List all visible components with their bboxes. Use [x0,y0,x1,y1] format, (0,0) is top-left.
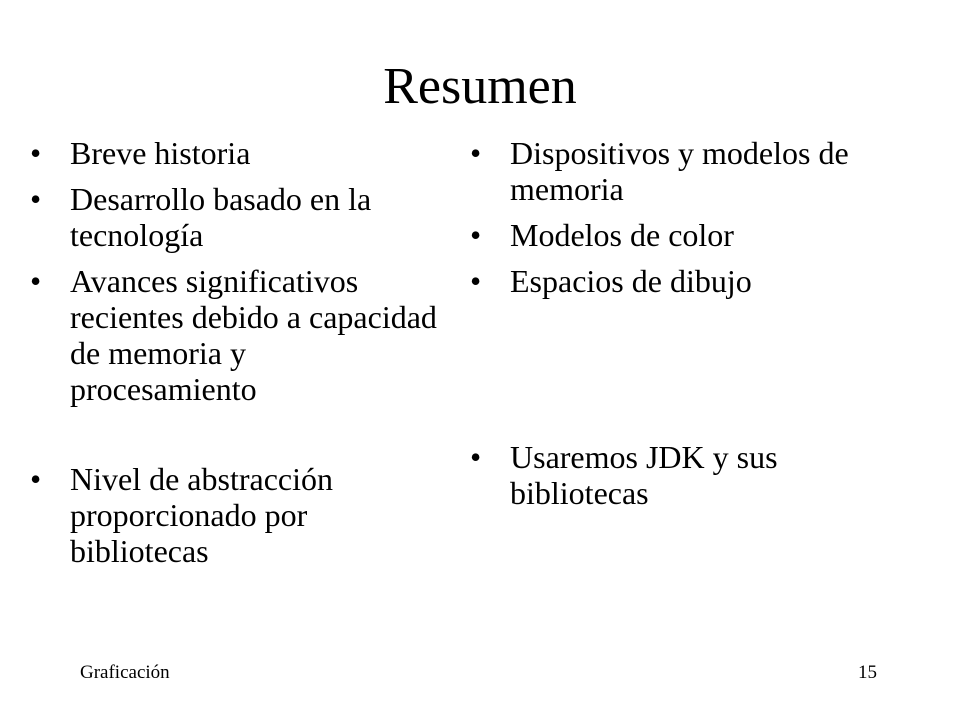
bullet-dot-icon: • [30,181,42,217]
bullet-dot-icon: • [30,461,42,497]
bullet-dot-icon: • [470,217,482,253]
bullet-text: Breve historia [70,135,251,171]
bullet-item [30,263,440,407]
bullet-item [470,439,910,511]
bullet-text: Nivel de abstracción proporcionado por bibliotecas [70,461,333,569]
page-number: 15 [858,662,877,683]
right-bullet-list [470,135,910,521]
slide-title: Resumen [383,58,577,115]
bullet-item [30,181,440,253]
bullet-text: Avances significativos recientes debido a capacidad de memoria y procesamiento [70,263,437,407]
bullet-text: Desarrollo basado en la tecnología [70,181,372,253]
bullet-text: Usaremos JDK y sus bibliotecas [510,439,778,511]
bullet-item [470,217,910,253]
bullet-dot-icon: • [470,439,482,475]
bullet-dot-icon: • [30,135,42,171]
bullet-item [30,461,440,569]
bullet-dot-icon: • [470,135,482,171]
left-bullet-list [30,135,440,579]
footer-course-name: Graficación [80,662,170,683]
bullet-text: Dispositivos y modelos de memoria [510,135,849,207]
bullet-dot-icon: • [30,263,42,299]
bullet-text: Modelos de color [510,217,734,253]
bullet-item [470,135,910,207]
bullet-dot-icon: • [470,263,482,299]
bullet-item [30,135,440,171]
bullet-item [470,263,910,299]
bullet-text: Espacios de dibujo [510,263,752,299]
